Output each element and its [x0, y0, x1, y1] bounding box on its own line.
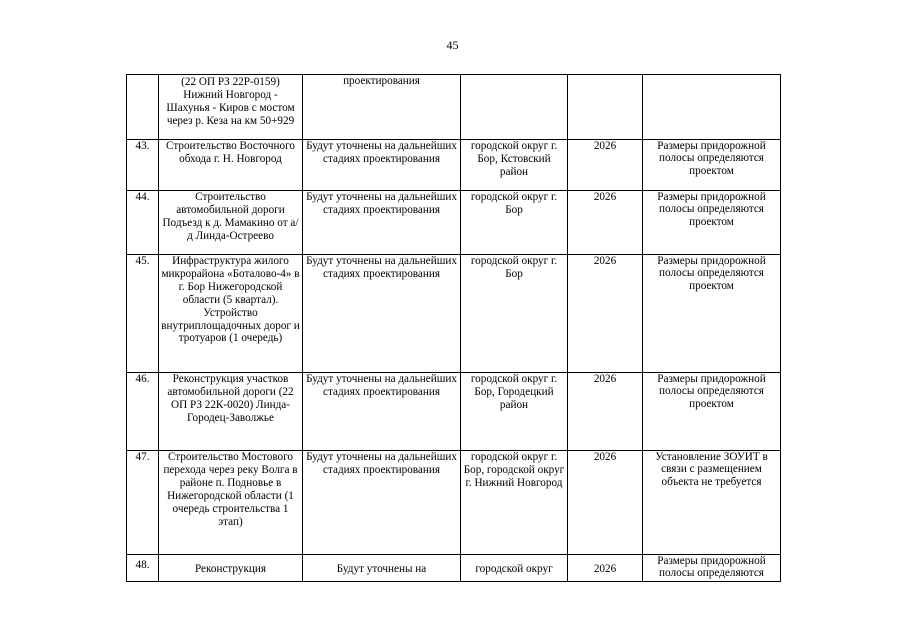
object-parameters: Будут уточнены на дальнейших стадиях проектирования: [303, 191, 461, 255]
object-location: городской округ: [461, 555, 568, 582]
table-row: [127, 373, 781, 451]
row-number: 47.: [127, 451, 159, 555]
table-row: [127, 140, 781, 191]
object-year: 2026: [568, 255, 643, 373]
row-number: 43.: [127, 140, 159, 191]
object-year: 2026: [568, 191, 643, 255]
row-number: [127, 75, 159, 140]
row-number: 48.: [127, 555, 159, 582]
object-name: Реконструкция: [159, 555, 303, 582]
table-row: [127, 451, 781, 555]
object-year: 2026: [568, 555, 643, 582]
object-location: городской округ г. Бор, Городецкий район: [461, 373, 568, 451]
object-note: Размеры придорожной полосы определяются проектом: [643, 191, 781, 255]
object-name: Инфраструктура жилого микрорайона «Боталово-4» в г. Бор Нижегородской области (5 квартал). Устройство внутриплощадочных дорог и тротуаров (1 очередь): [159, 255, 303, 373]
object-location: городской округ г. Бор, городской округ г. Нижний Новгород: [461, 451, 568, 555]
object-note: Установление ЗОУИТ в связи с размещением объекта не требуется: [643, 451, 781, 555]
object-name: Строительство Мостового перехода через реку Волга в районе п. Подновье в Нижегородской области (1 очередь строительства 1 этап): [159, 451, 303, 555]
page-number: 45: [446, 38, 459, 52]
object-parameters: Будут уточнены на дальнейших стадиях проектирования: [303, 451, 461, 555]
object-note: [643, 75, 781, 140]
object-location: городской округ г. Бор, Кстовский район: [461, 140, 568, 191]
object-location: [461, 75, 568, 140]
object-year: [568, 75, 643, 140]
object-parameters: Будут уточнены на дальнейших стадиях проектирования: [303, 140, 461, 191]
object-year: 2026: [568, 451, 643, 555]
object-note: Размеры придорожной полосы определяются проектом: [643, 255, 781, 373]
table-row: [127, 255, 781, 373]
row-number: 44.: [127, 191, 159, 255]
table-row: [127, 191, 781, 255]
objects-table: [126, 74, 781, 582]
row-number: 45.: [127, 255, 159, 373]
object-year: 2026: [568, 140, 643, 191]
object-parameters: Будут уточнены на дальнейших стадиях проектирования: [303, 373, 461, 451]
object-note: Размеры придорожной полосы определяются: [643, 555, 781, 582]
object-name: Строительство Восточного обхода г. Н. Новгород: [159, 140, 303, 191]
object-location: городской округ г. Бор: [461, 191, 568, 255]
object-name: (22 ОП РЗ 22Р-0159) Нижний Новгород - Шахунья - Киров с мостом через р. Кеза на км 50+929: [159, 75, 303, 140]
object-parameters: проектирования: [303, 75, 461, 140]
object-parameters: Будут уточнены на: [303, 555, 461, 582]
table-row: [127, 75, 781, 140]
object-name: Строительство автомобильной дороги Подъезд к д. Мамакино от а/д Линда-Остреево: [159, 191, 303, 255]
object-note: Размеры придорожной полосы определяются проектом: [643, 140, 781, 191]
row-number: 46.: [127, 373, 159, 451]
object-note: Размеры придорожной полосы определяются проектом: [643, 373, 781, 451]
object-parameters: Будут уточнены на дальнейших стадиях проектирования: [303, 255, 461, 373]
table-row: [127, 555, 781, 582]
object-location: городской округ г. Бор: [461, 255, 568, 373]
object-year: 2026: [568, 373, 643, 451]
object-name: Реконструкция участков автомобильной дороги (22 ОП РЗ 22К-0020) Линда-Городец-Заволжье: [159, 373, 303, 451]
